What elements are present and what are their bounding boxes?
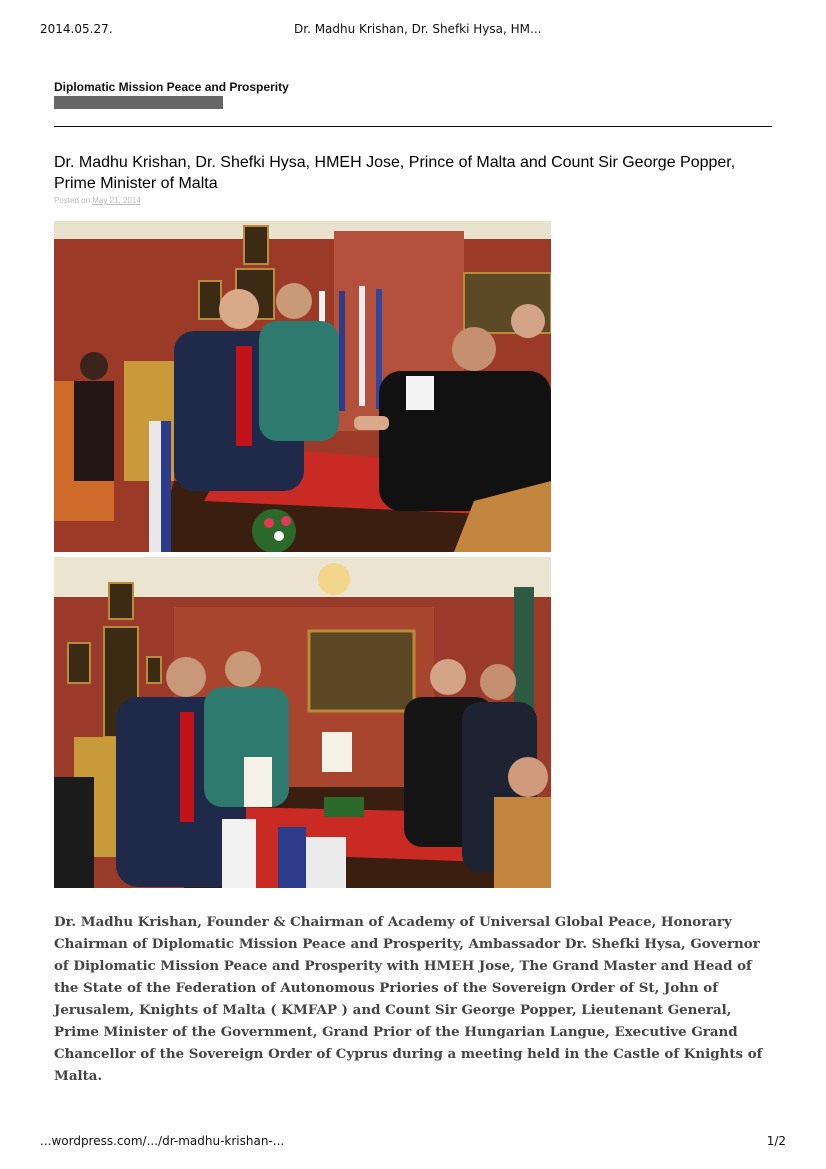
- post-title: Dr. Madhu Krishan, Dr. Shefki Hysa, HMEH Jose, Prince of Malta and Count Sir George Popper, Prime Minister of Malta: [54, 154, 736, 192]
- print-footer: [40, 1134, 786, 1150]
- post-meta: [54, 196, 141, 205]
- print-date: 2014.05.27.: [40, 22, 113, 36]
- meeting-photo-1: [54, 221, 551, 552]
- post-caption: Dr. Madhu Krishan, Founder & Chairman of Academy of Universal Global Peace, Honorary Chairman of Diplomatic Mission Peace and Prosperity, Ambassador Dr. Shefki Hysa, Governor of Diplomatic Mission Peace and Prosperity with HMEH Jose, The Grand Master and Head of the State of the Federation of Autonomous Priories of the Sovereign Order of St, John of Jerusalem, Knights of Malta ( KMFAP ) and Count Sir George Popper, Lieutenant General, Prime Minister of the Government, Grand Prior of the Hungarian Langue, Executive Grand Chancellor of the Sovereign Order of Cyprus during a meeting held in the Castle of Knights of Malta.: [54, 914, 763, 1084]
- print-page-number: 1/2: [766, 1134, 786, 1148]
- site-navigation-bar: [54, 96, 223, 109]
- print-url: ...wordpress.com/.../dr-madhu-krishan-...: [40, 1134, 285, 1148]
- print-page-title: Dr. Madhu Krishan, Dr. Shefki Hysa, HM...: [294, 22, 542, 36]
- post-date-link[interactable]: May 21, 2014: [92, 196, 141, 205]
- header-divider: [54, 126, 772, 127]
- posted-on-label: Posted on: [54, 196, 91, 205]
- print-header: [40, 22, 786, 38]
- site-title-link[interactable]: Diplomatic Mission Peace and Prosperity: [54, 80, 289, 94]
- meeting-photo-2: [54, 557, 551, 888]
